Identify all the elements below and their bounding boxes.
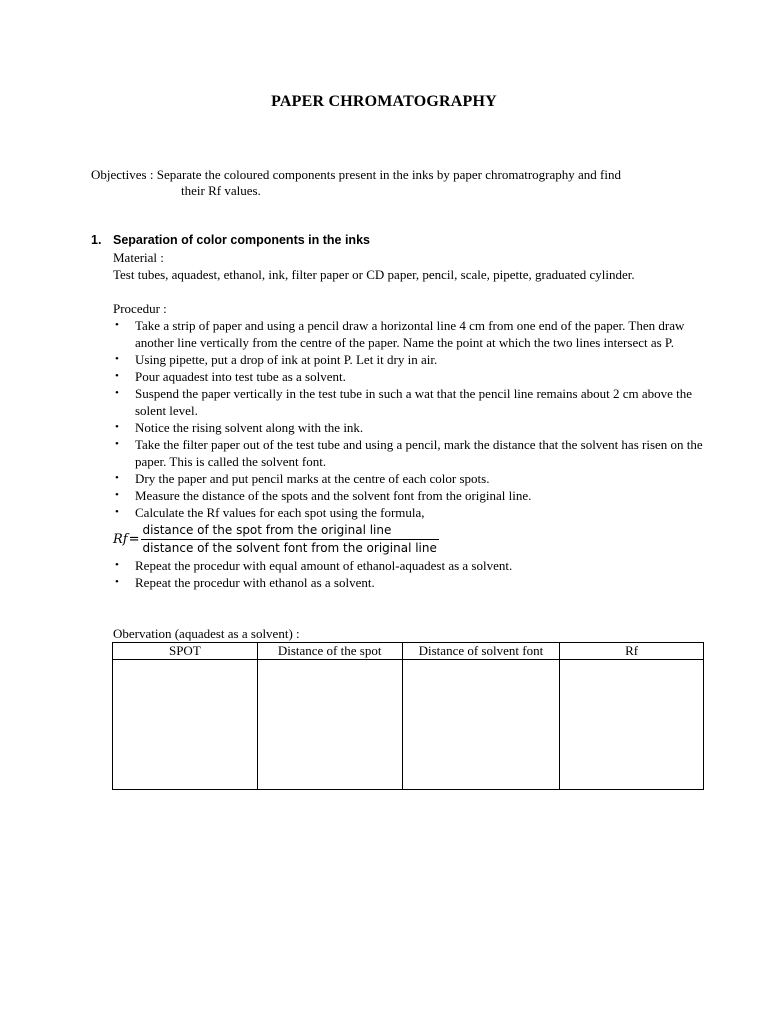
procedure-step	[113, 317, 711, 351]
section-heading	[91, 232, 711, 249]
formula-numerator: distance of the spot from the original line	[141, 523, 439, 540]
procedure-step-text: Repeat the procedur with ethanol as a solvent.	[135, 575, 375, 590]
formula-equals: =	[128, 531, 140, 547]
section-number: 1.	[91, 233, 102, 247]
objectives-text-1: Separate the coloured components present in the inks by paper chromatrography and find	[156, 167, 621, 182]
page-title: PAPER CHROMATOGRAPHY	[271, 93, 497, 110]
bullet-icon: •	[115, 506, 119, 518]
procedure-step-text: Take a strip of paper and using a pencil draw a horizontal line 4 cm from one end of the paper. Then draw another line vertically from the centre of the paper. Name the point at which the two lines intersect as P.	[135, 318, 685, 350]
bullet-icon: •	[115, 559, 119, 571]
procedure-step-text: Measure the distance of the spots and the solvent font from the original line.	[135, 488, 532, 503]
procedure-step	[113, 419, 711, 436]
objectives-line-1	[91, 167, 691, 183]
procedure-steps-repeat	[91, 557, 711, 591]
procedure-step-text: Calculate the Rf values for each spot using the formula,	[135, 505, 425, 520]
bullet-icon: •	[115, 576, 119, 588]
objectives-block	[91, 167, 691, 199]
bullet-icon: •	[115, 353, 119, 365]
procedure-step	[113, 470, 711, 487]
procedure-step-text: Notice the rising solvent along with the ink.	[135, 420, 364, 435]
procedure-step	[113, 557, 711, 574]
objectives-label: Objectives :	[91, 167, 154, 182]
observation-table-header	[113, 643, 704, 660]
bullet-icon: •	[115, 319, 119, 331]
procedure-step	[113, 385, 711, 419]
bullet-icon: •	[115, 421, 119, 433]
observation-cell-distance-solvent[interactable]	[402, 660, 560, 790]
bullet-icon: •	[115, 387, 119, 399]
section-separation	[91, 232, 711, 591]
material-text: Test tubes, aquadest, ethanol, ink, filter paper or CD paper, pencil, scale, pipette, graduated cylinder.	[113, 267, 635, 282]
observation-cell-distance-spot[interactable]	[257, 660, 402, 790]
bullet-icon: •	[115, 489, 119, 501]
procedure-step-text: Pour aquadest into test tube as a solvent.	[135, 369, 346, 384]
formula-lhs: Rf	[113, 531, 128, 547]
observation-label: Obervation (aquadest as a solvent) :	[113, 626, 300, 641]
procedure-label: Procedur :	[113, 301, 167, 316]
procedure-step	[113, 487, 711, 504]
procedure-step	[113, 574, 711, 591]
section-heading-text: Separation of color components in the inks	[113, 233, 370, 247]
bullet-icon: •	[115, 472, 119, 484]
bullet-icon: •	[115, 370, 119, 382]
procedure-step-text: Dry the paper and put pencil marks at the centre of each color spots.	[135, 471, 490, 486]
formula-denominator: distance of the solvent font from the original line	[142, 540, 437, 555]
procedure-step-text: Suspend the paper vertically in the test tube in such a wat that the pencil line remains about 2 cm above the solent level.	[135, 386, 693, 418]
observation-column-header: Distance of solvent font	[402, 643, 560, 660]
procedure-step	[113, 351, 711, 368]
procedure-step	[113, 436, 711, 470]
observation-column-header: SPOT	[113, 643, 258, 660]
formula-fraction	[141, 523, 439, 556]
procedure-step-text: Repeat the procedur with equal amount of ethanol-aquadest as a solvent.	[135, 558, 513, 573]
procedure-step	[113, 368, 711, 385]
procedure-steps	[91, 317, 711, 521]
observation-column-header: Rf	[560, 643, 704, 660]
procedure-step	[113, 504, 711, 521]
objectives-text-2: their Rf values.	[181, 183, 261, 198]
material-label: Material :	[113, 250, 164, 265]
observation-cell-rf[interactable]	[560, 660, 704, 790]
rf-formula	[91, 522, 711, 556]
observation-table-row	[113, 660, 704, 790]
procedure-step-text: Take the filter paper out of the test tube and using a pencil, mark the distance that the solvent has risen on the paper. This is called the solvent font.	[135, 437, 703, 469]
observation-cell-spot[interactable]	[113, 660, 258, 790]
observation-column-header: Distance of the spot	[257, 643, 402, 660]
observation-table	[112, 642, 704, 790]
procedure-step-text: Using pipette, put a drop of ink at point P. Let it dry in air.	[135, 352, 438, 367]
bullet-icon: •	[115, 438, 119, 450]
